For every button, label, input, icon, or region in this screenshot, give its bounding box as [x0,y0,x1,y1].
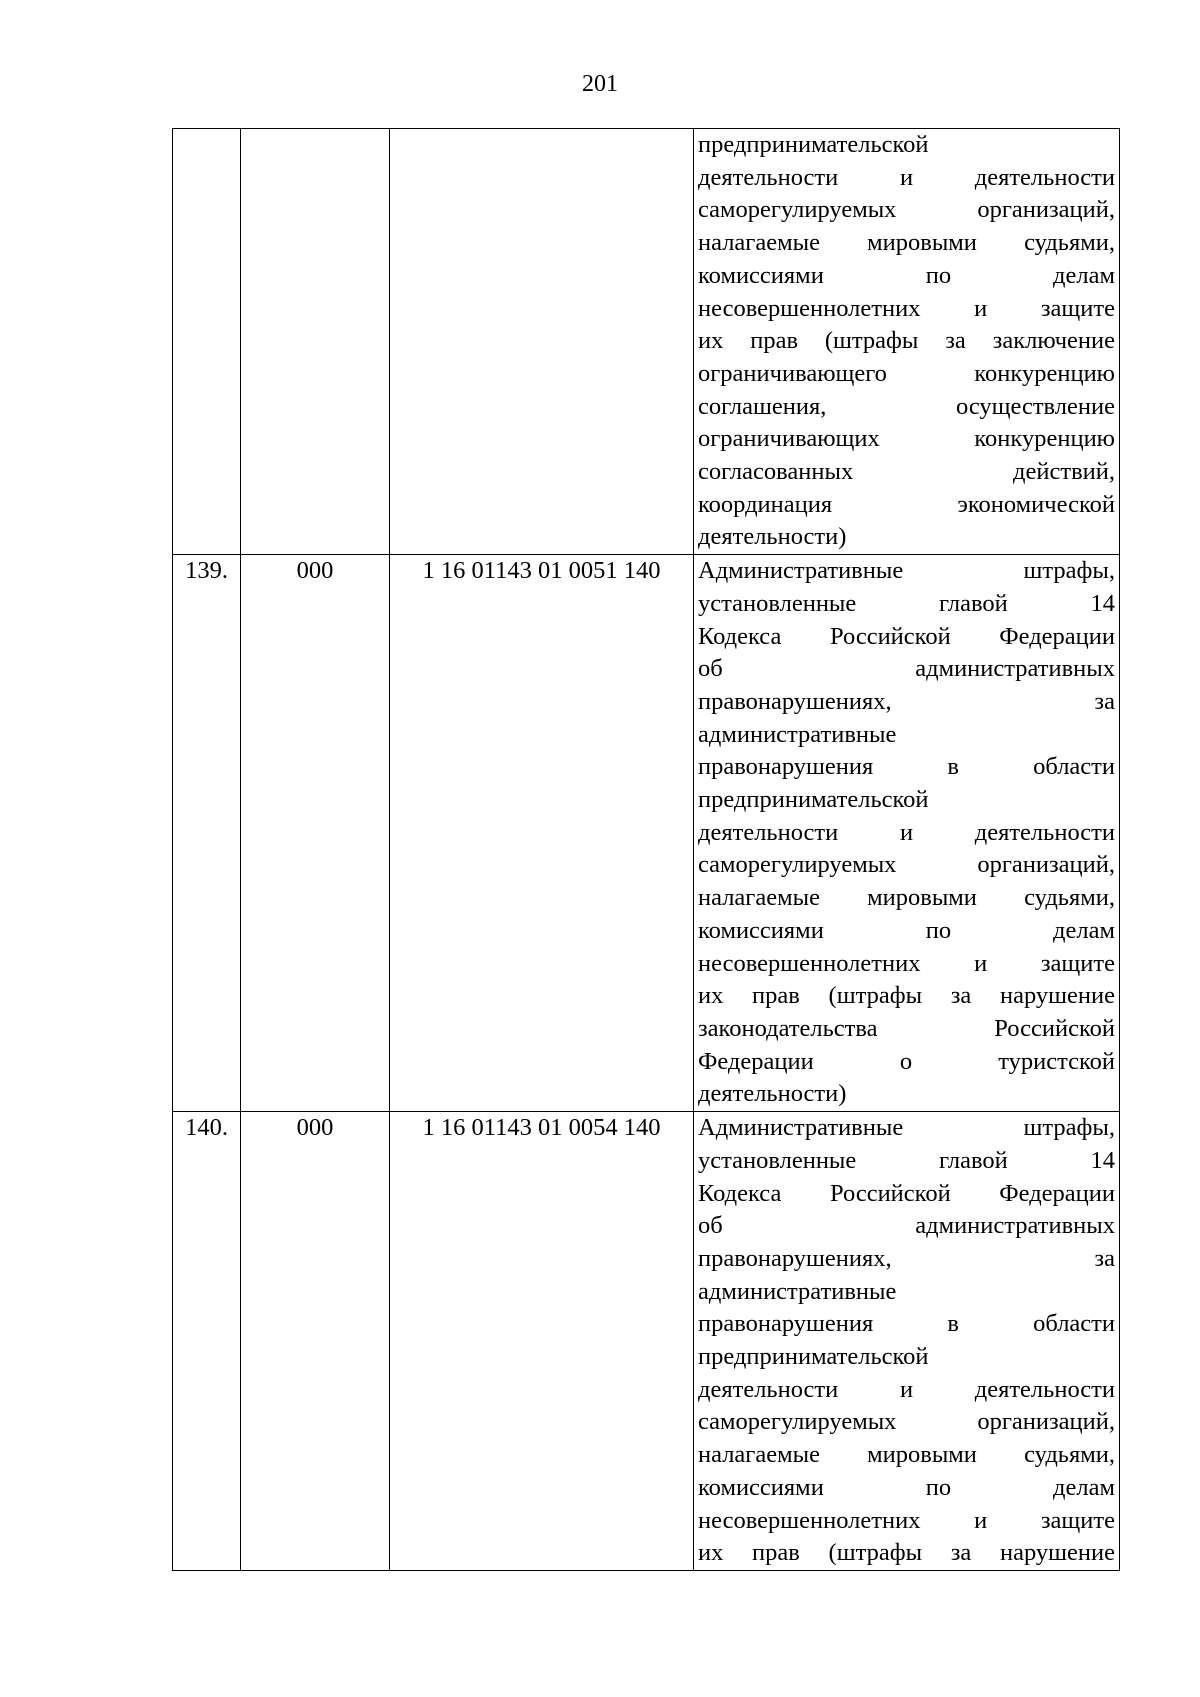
budget-code-cell [390,129,694,555]
description-line: административные [698,720,897,748]
description-line: комиссиями по делам [698,1473,1115,1501]
revenue-codes-table [172,128,1120,1571]
description-line: комиссиями по делам [698,261,1115,289]
budget-code-cell: 1 16 01143 01 0051 140 [390,555,694,1112]
description-line: комиссиями по делам [698,916,1115,944]
row-number-cell: 140. [173,1112,241,1571]
description-cell [694,129,1120,555]
table-row [173,555,1120,1112]
description-line: Административные штрафы, [698,557,1115,585]
description-line: деятельности) [698,1080,847,1108]
description-line: предпринимательской [698,131,929,158]
description-cell [694,555,1120,1112]
description-line: правонарушениях, за [698,1244,1115,1272]
description-line: несовершеннолетних и защите [698,1506,1115,1534]
budget-code-cell: 1 16 01143 01 0054 140 [390,1112,694,1571]
description-line: законодательства Российской [698,1014,1115,1042]
description-line: несовершеннолетних и защите [698,294,1115,322]
description-line: их прав (штрафы за заключение [698,327,1115,355]
description-line: деятельности и деятельности [698,163,1115,191]
row-number-cell [173,129,241,555]
description-line: Административные штрафы, [698,1114,1115,1142]
description-line: деятельности и деятельности [698,1375,1115,1403]
table-body [173,129,1120,1571]
description-line: предпринимательской [698,786,929,814]
description-line: Федерации о туристской [698,1047,1115,1075]
description-line: об административных [698,655,1115,683]
description-line: административные [698,1277,897,1305]
description-line: налагаемые мировыми судьями, [698,884,1115,912]
description-line: установленные главой 14 [698,1146,1115,1174]
description-line: налагаемые мировыми судьями, [698,1441,1115,1469]
table-row [173,129,1120,555]
description-line: саморегулируемых организаций, [698,1408,1115,1436]
description-line: Кодекса Российской Федерации [698,622,1115,650]
description-line: координация экономической [698,490,1115,518]
description-line: несовершеннолетних и защите [698,949,1115,977]
admin-code-cell: 000 [241,555,390,1112]
description-line: налагаемые мировыми судьями, [698,229,1115,257]
description-line: правонарушения в области [698,753,1115,781]
description-line: саморегулируемых организаций, [698,196,1115,224]
description-line: деятельности) [698,523,847,551]
description-line: деятельности и деятельности [698,818,1115,846]
row-number-cell: 139. [173,555,241,1112]
description-line: их прав (штрафы за нарушение [698,1539,1115,1567]
description-line: их прав (штрафы за нарушение [698,982,1115,1010]
description-line: предпринимательской [698,1343,929,1371]
description-line: саморегулируемых организаций, [698,851,1115,879]
description-line: установленные главой 14 [698,589,1115,617]
description-line: об административных [698,1212,1115,1240]
admin-code-cell [241,129,390,555]
description-line: правонарушениях, за [698,687,1115,715]
admin-code-cell: 000 [241,1112,390,1571]
description-cell [694,1112,1120,1571]
description-line: согласованных действий, [698,458,1115,486]
description-line: соглашения, осуществление [698,392,1115,420]
description-line: ограничивающего конкуренцию [698,359,1115,387]
page-number: 201 [582,71,618,97]
description-line: Кодекса Российской Федерации [698,1179,1115,1207]
table-row [173,1112,1120,1571]
description-line: правонарушения в области [698,1310,1115,1338]
description-line: ограничивающих конкуренцию [698,425,1115,453]
